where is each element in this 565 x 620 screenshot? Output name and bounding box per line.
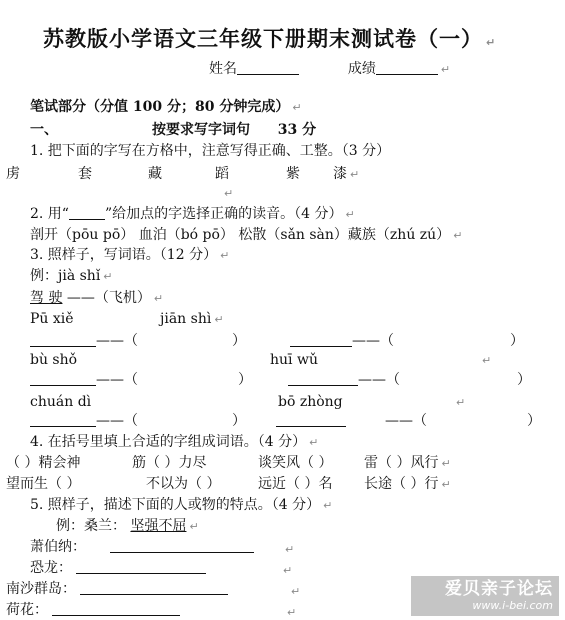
q4-idiom: （ ）精会神 <box>6 455 81 471</box>
question-2-text-end: ”给加点的字选择正确的读音。（4 分） <box>104 206 343 222</box>
return-mark: ↵ <box>440 63 451 76</box>
q1-char: 虏 <box>6 166 20 182</box>
name-blank[interactable] <box>237 60 299 75</box>
watermark-url: www.i-bei.com <box>472 599 553 612</box>
document-title: 苏教版小学语文三年级下册期末测试卷（一） <box>43 26 483 51</box>
q3-paren-open: （ <box>386 372 400 388</box>
q3-answer-blank[interactable] <box>290 332 352 347</box>
q3-dash: —— <box>385 413 413 429</box>
q5-item-label: 萧伯纳： <box>30 539 86 555</box>
q5-item-label: 南沙群岛： <box>6 581 76 597</box>
q3-dash: —— <box>352 333 380 349</box>
q3-row3-pinyin-right: bō zhòng <box>278 394 343 410</box>
return-mark: ↵ <box>292 101 302 114</box>
q3-answer-blank[interactable] <box>276 412 346 427</box>
q3-example-pinyin: 例：jià shǐ <box>30 268 101 284</box>
return-mark: ↵ <box>153 292 164 305</box>
q3-row1-pinyin-left: Pū xiě <box>30 311 74 327</box>
q3-paren-open: （ <box>380 333 394 349</box>
q3-row3-pinyin-left: chuán dì <box>30 394 92 410</box>
q5-answer-blank[interactable] <box>80 580 228 595</box>
q4-idiom: 望而生（ ） <box>6 476 81 492</box>
part1-number: 一、 <box>30 122 58 138</box>
q5-example-answer: 坚强不屈 <box>130 518 187 534</box>
q3-paren-close: ） <box>232 413 246 429</box>
return-mark: ↵ <box>283 564 293 577</box>
q3-answer-blank[interactable] <box>288 371 358 386</box>
q4-idiom: 长途（ ）行 <box>364 476 439 492</box>
watermark-title: 爱贝亲子论坛 <box>445 579 553 599</box>
q5-example-label: 例：桑兰： <box>56 518 126 534</box>
return-mark: ↵ <box>441 457 451 470</box>
q4-idiom: 筋（ ）力尽 <box>132 455 207 471</box>
q2-blank <box>69 205 105 220</box>
q3-example-answer: ——（飞机） <box>66 290 151 306</box>
question-5-text: 5. 照样子，描述下面的人或物的特点。（4 分） <box>30 497 321 513</box>
section-header: 笔试部分（分值 100 分；80 分钟完成） <box>30 99 290 115</box>
q4-idiom: 谈笑风（ ） <box>258 455 333 471</box>
return-mark: ↵ <box>103 270 113 283</box>
q3-paren-open: （ <box>124 333 138 349</box>
q4-idiom: 雷（ ）风行 <box>364 455 439 471</box>
q3-dash: —— <box>96 333 124 349</box>
q3-paren-open: （ <box>124 413 138 429</box>
q3-paren-close: ） <box>527 413 541 429</box>
return-mark: ↵ <box>486 36 497 49</box>
return-mark: ↵ <box>323 499 333 512</box>
return-mark: ↵ <box>189 520 199 533</box>
q2-pronunciation-items: 剖开（pōu pō） 血泊（bó pō） 松散（sǎn sàn）藏族（zhú zú） <box>30 227 451 243</box>
q1-char: 蹈 <box>215 166 229 182</box>
return-mark: ↵ <box>291 585 301 598</box>
return-mark: ↵ <box>453 229 463 242</box>
return-mark: ↵ <box>441 478 451 491</box>
q5-answer-blank[interactable] <box>110 538 254 553</box>
q4-idiom: 远近（ ）名 <box>258 476 333 492</box>
return-mark: ↵ <box>456 396 466 409</box>
q3-answer-blank[interactable] <box>30 332 96 347</box>
score-label: 成绩 <box>347 61 376 77</box>
q3-dash: —— <box>358 372 386 388</box>
return-mark: ↵ <box>350 168 360 181</box>
q3-dash: —— <box>96 372 124 388</box>
q4-idiom: 不以为（ ） <box>146 476 221 492</box>
q5-answer-blank[interactable] <box>52 601 180 616</box>
part1-title: 按要求写字词句 <box>152 122 250 138</box>
return-mark: ↵ <box>220 249 230 262</box>
q3-answer-blank[interactable] <box>30 412 96 427</box>
return-mark: ↵ <box>224 187 234 200</box>
q3-row2-pinyin-left: bù shǒ <box>30 352 78 368</box>
question-2-text-start: 2. 用“ <box>30 206 69 222</box>
q3-paren-open: （ <box>124 372 138 388</box>
return-mark: ↵ <box>482 354 492 367</box>
q3-paren-open: （ <box>413 413 427 429</box>
q1-char: 套 <box>78 166 92 182</box>
score-blank[interactable] <box>376 60 438 75</box>
part1-points: 33 分 <box>277 122 317 138</box>
return-mark: ↵ <box>345 208 355 221</box>
name-label: 姓名 <box>209 61 237 77</box>
return-mark: ↵ <box>285 543 295 556</box>
q3-paren-close: ） <box>238 372 252 388</box>
q1-char: 漆 <box>333 166 347 182</box>
q3-paren-close: ） <box>517 372 531 388</box>
question-1-text: 1. 把下面的字写在方格中，注意写得正确、工整。（3 分） <box>30 143 391 159</box>
forum-watermark <box>411 576 559 616</box>
q3-row2-pinyin-right: huī wǔ <box>270 352 318 368</box>
q5-item-label: 恐龙： <box>30 560 72 576</box>
q5-answer-blank[interactable] <box>76 559 206 574</box>
q3-row1-pinyin-right: jiān shì <box>160 311 212 327</box>
q1-char: 紫 <box>286 166 300 182</box>
question-3-text: 3. 照样子，写词语。（12 分） <box>30 247 218 263</box>
q3-paren-close: ） <box>510 333 524 349</box>
q3-example-chars: 驾 驶 <box>30 290 63 306</box>
question-4-text: 4. 在括号里填上合适的字组成词语。（4 分） <box>30 434 307 450</box>
return-mark: ↵ <box>309 436 319 449</box>
q3-paren-close: ） <box>232 333 246 349</box>
return-mark: ↵ <box>214 313 224 326</box>
q3-dash: —— <box>96 413 124 429</box>
return-mark: ↵ <box>287 606 297 619</box>
q1-char: 藏 <box>148 166 162 182</box>
q5-item-label: 荷花： <box>6 602 48 618</box>
q3-answer-blank[interactable] <box>30 371 96 386</box>
